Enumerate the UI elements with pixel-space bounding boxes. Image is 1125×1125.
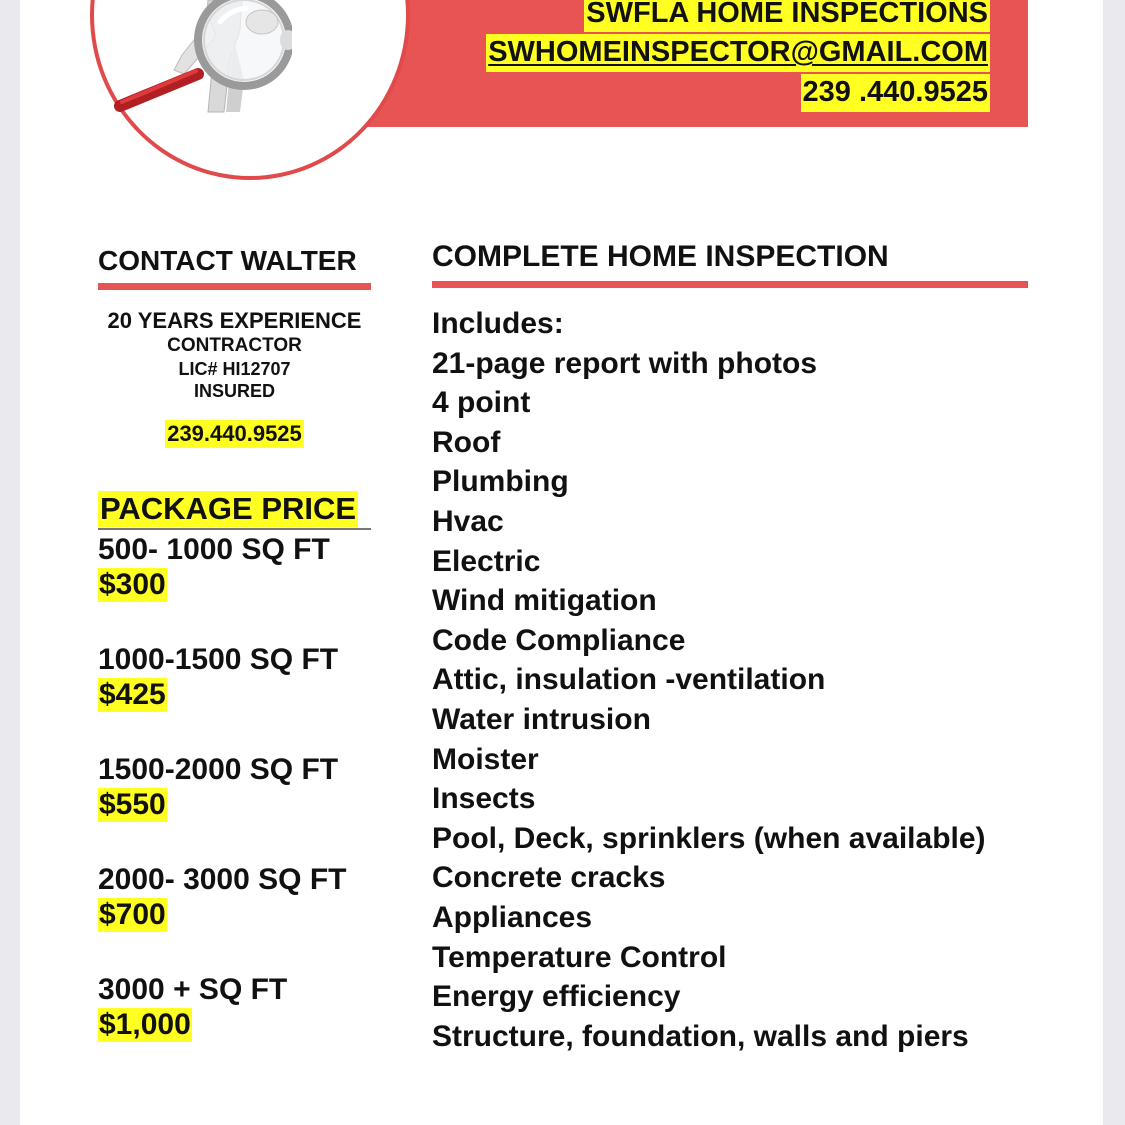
package-size: 1500-2000 SQ FT bbox=[98, 753, 339, 786]
list-item: Moister bbox=[432, 742, 539, 776]
contact-title: CONTACT WALTER bbox=[98, 245, 357, 276]
list-item: Water intrusion bbox=[432, 702, 651, 736]
package-item bbox=[98, 972, 398, 1082]
contact-info bbox=[98, 308, 371, 448]
package-item bbox=[98, 862, 398, 972]
package-price: $300 bbox=[99, 568, 166, 601]
package-price-title: PACKAGE PRICE bbox=[100, 491, 357, 526]
package-price: $700 bbox=[99, 898, 166, 931]
package-size: 3000 + SQ FT bbox=[98, 973, 288, 1006]
list-item: 4 point bbox=[432, 386, 531, 420]
list-item: Code Compliance bbox=[432, 623, 686, 657]
package-size: 500- 1000 SQ FT bbox=[98, 533, 330, 566]
list-item: Concrete cracks bbox=[432, 861, 666, 895]
license-text: LIC# HI12707 bbox=[178, 359, 291, 379]
package-item bbox=[98, 752, 398, 862]
contact-divider bbox=[98, 283, 371, 290]
list-item: Hvac bbox=[432, 504, 504, 538]
header-phone[interactable]: 239 .440.9525 bbox=[801, 74, 990, 112]
list-item: Wind mitigation bbox=[432, 584, 657, 618]
inspection-includes-list bbox=[432, 304, 1092, 1056]
package-item bbox=[98, 642, 398, 752]
email-link[interactable]: SWHOMEINSPECTOR@GMAIL.COM bbox=[486, 34, 990, 72]
package-item bbox=[98, 532, 398, 642]
package-price: $1,000 bbox=[99, 1008, 191, 1041]
inspection-divider bbox=[432, 281, 1028, 288]
role-text: CONTRACTOR bbox=[167, 335, 302, 356]
list-item: Roof bbox=[432, 425, 501, 459]
list-item: 21-page report with photos bbox=[432, 346, 818, 380]
list-item: Structure, foundation, walls and piers bbox=[432, 1019, 969, 1053]
package-price: $425 bbox=[99, 678, 166, 711]
list-item: Pool, Deck, sprinklers (when available) bbox=[432, 821, 986, 855]
list-item: Energy efficiency bbox=[432, 980, 681, 1014]
company-name: SWFLA HOME INSPECTIONS bbox=[584, 0, 990, 32]
list-item: Insects bbox=[432, 782, 536, 816]
flyer-page bbox=[20, 0, 1103, 1125]
magnifier-person-icon bbox=[112, 0, 292, 115]
list-item: Attic, insulation -ventilation bbox=[432, 663, 826, 697]
list-item: Appliances bbox=[432, 900, 593, 934]
header-contact bbox=[486, 0, 990, 112]
package-size: 2000- 3000 SQ FT bbox=[98, 863, 347, 896]
experience-text: 20 YEARS EXPERIENCE bbox=[107, 308, 362, 333]
package-price: $550 bbox=[99, 788, 166, 821]
package-divider bbox=[98, 528, 371, 530]
list-item: Plumbing bbox=[432, 465, 569, 499]
insured-text: INSURED bbox=[193, 381, 275, 401]
package-list bbox=[98, 532, 398, 1082]
list-item: Electric bbox=[432, 544, 541, 578]
contact-phone[interactable]: 239.440.9525 bbox=[167, 421, 302, 446]
list-item: Temperature Control bbox=[432, 940, 727, 974]
inspection-title: COMPLETE HOME INSPECTION bbox=[432, 240, 889, 273]
list-item: Includes: bbox=[432, 307, 564, 340]
package-size: 1000-1500 SQ FT bbox=[98, 643, 339, 676]
